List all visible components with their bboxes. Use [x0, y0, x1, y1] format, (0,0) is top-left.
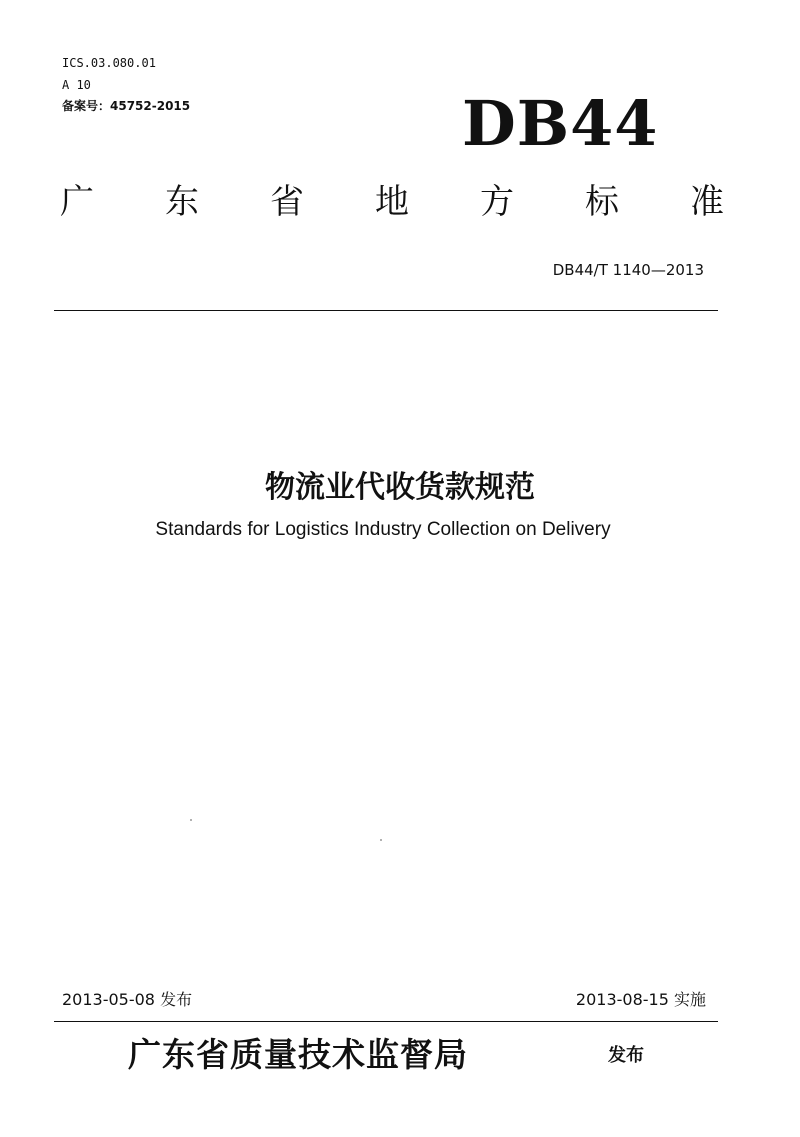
standard-code-logo: DB44 — [462, 87, 659, 160]
scan-speck — [190, 819, 192, 821]
ics-code: ICS.03.080.01 — [62, 56, 156, 70]
issuing-authority: 广东省质量技术监督局 — [128, 1035, 468, 1074]
document-title-en: Standards for Logistics Industry Collection on Delivery — [155, 519, 611, 540]
implement-date: 2013-08-15 实施 — [575, 990, 706, 1009]
standard-type-char: 标 — [585, 182, 619, 222]
classification-code: A 10 — [62, 78, 91, 92]
standard-number: DB44/T 1140—2013 — [552, 261, 704, 279]
publish-date: 2013-05-08 发布 — [62, 990, 193, 1009]
standard-type-char: 广 — [60, 182, 94, 222]
top-divider — [54, 310, 718, 311]
issue-label: 发布 — [608, 1045, 644, 1066]
standard-type-title — [60, 182, 724, 222]
scan-speck — [380, 839, 382, 841]
standard-type-char: 准 — [690, 182, 724, 222]
document-title-cn: 物流业代收货款规范 — [265, 470, 535, 505]
standard-type-char: 地 — [375, 182, 409, 222]
standard-type-char: 省 — [270, 182, 304, 222]
record-number: 备案号：45752-2015 — [62, 99, 191, 113]
bottom-divider — [54, 1021, 718, 1022]
standard-type-char: 东 — [165, 182, 199, 222]
standard-type-char: 方 — [480, 182, 514, 222]
